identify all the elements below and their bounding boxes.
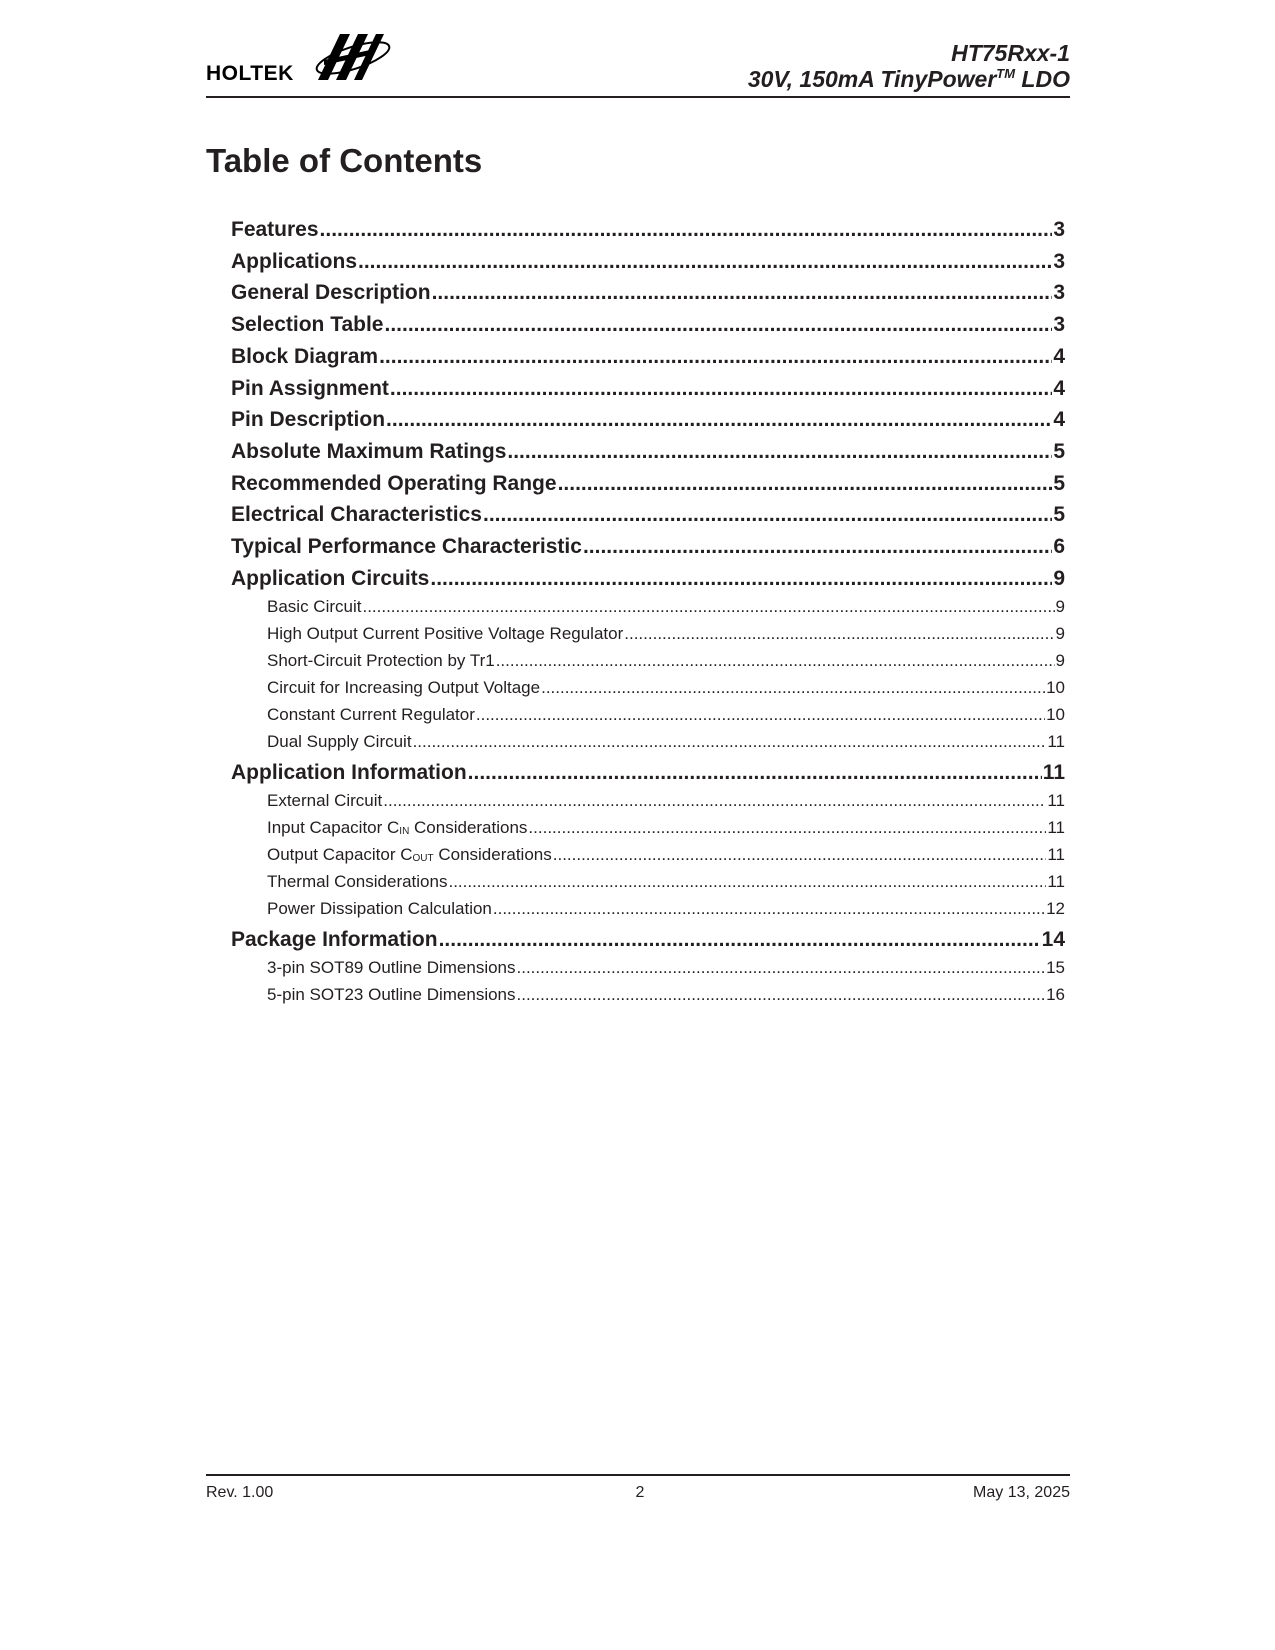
toc-heading: Table of Contents (206, 142, 483, 179)
dot-leader (439, 928, 1041, 952)
dot-leader (517, 958, 1046, 978)
dot-leader (320, 218, 1053, 242)
toc-entry-label: Absolute Maximum Ratings (231, 439, 507, 463)
toc-entry-label: Recommended Operating Range (231, 471, 557, 495)
toc-entry-page: 11 (1047, 844, 1065, 864)
dot-leader (386, 408, 1052, 432)
toc-entry-label: Input Capacitor $C_{IN}$ Considerations (267, 817, 528, 837)
toc-subsection-link[interactable] (267, 597, 1065, 621)
toc-section-link[interactable] (231, 313, 1065, 343)
toc-entry-page: 5 (1053, 471, 1065, 495)
toc-entry-label: High Output Current Positive Voltage Regulator (267, 623, 624, 643)
dot-leader (507, 440, 1052, 464)
page-header (206, 26, 1070, 98)
toc-entry-label: Output Capacitor $C_{OUT}$ Considerations (267, 844, 552, 864)
dot-leader (553, 845, 1047, 865)
toc-entry-label: Pin Description (231, 408, 386, 432)
toc-entry-page: 3 (1053, 281, 1065, 305)
toc-entry-label: Basic Circuit (267, 596, 362, 616)
footer-revision: Rev. 1.00 (206, 1484, 274, 1501)
toc-subsection-link[interactable] (267, 899, 1065, 923)
toc-entry-label: Package Information (231, 927, 438, 951)
dot-leader (432, 281, 1053, 305)
toc-entry-page: 5 (1053, 503, 1065, 527)
toc-section-link[interactable] (231, 472, 1065, 502)
toc-entry-page: 4 (1053, 344, 1065, 368)
document-subtitle: 30V, 150mA TinyPower™ LDO (747, 66, 1070, 92)
toc-entry-page: 3 (1053, 218, 1065, 241)
toc-subsection-link[interactable] (267, 845, 1065, 869)
toc-entry-label: Applications (231, 249, 358, 273)
toc-subsection-link[interactable] (267, 651, 1065, 675)
toc-section-link[interactable] (231, 503, 1065, 533)
toc-entry-label: 3-pin SOT89 Outline Dimensions (267, 957, 516, 977)
toc-entry-page: 14 (1041, 927, 1065, 951)
toc-entry-label: External Circuit (267, 790, 383, 810)
footer-page-number: 2 (635, 1484, 645, 1501)
toc-entry-label: Dual Supply Circuit (267, 731, 412, 751)
toc-subsection-link[interactable] (267, 678, 1065, 702)
toc-entry-page: 11 (1047, 871, 1065, 891)
holtek-logo-icon (310, 28, 396, 88)
toc-subsection-link[interactable] (267, 624, 1065, 648)
toc-entry-label: Short-Circuit Protection by Tr1 (267, 650, 495, 670)
dot-leader (383, 791, 1046, 811)
toc-section-link[interactable] (231, 928, 1065, 958)
toc-subsection-link[interactable] (267, 732, 1065, 756)
part-number: HT75Rxx-1 (951, 40, 1070, 66)
toc-entry-label: Typical Performance Characteristic (231, 535, 582, 558)
holtek-logo (206, 28, 396, 90)
toc-entry-label: Pin Assignment (231, 376, 389, 400)
toc-entry-page: 9 (1055, 623, 1065, 643)
toc-entry-page: 15 (1046, 957, 1065, 977)
toc-entry-page: 10 (1046, 677, 1065, 697)
toc-entry-label: 5-pin SOT23 Outline Dimensions (267, 984, 516, 1004)
toc-entry-label: Circuit for Increasing Output Voltage (267, 677, 541, 697)
toc-section-link[interactable] (231, 567, 1065, 597)
toc-entry-label: Block Diagram (231, 344, 379, 368)
toc-entry-label: Thermal Considerations (267, 871, 448, 891)
toc-entry-label: Selection Table (231, 313, 384, 337)
toc-entry-page: 11 (1047, 790, 1065, 810)
dot-leader (379, 345, 1052, 369)
toc-entry-page: 6 (1053, 535, 1065, 558)
toc-entry-page: 4 (1053, 376, 1065, 400)
toc-section-link[interactable] (231, 250, 1065, 280)
toc-entry-label: Features (231, 218, 319, 241)
dot-leader (468, 761, 1042, 785)
toc-entry-page: 9 (1055, 650, 1065, 670)
dot-leader (583, 535, 1052, 559)
toc-subsection-link[interactable] (267, 872, 1065, 896)
toc-subsection-link[interactable] (267, 985, 1065, 1009)
toc-entry-page: 3 (1053, 249, 1065, 273)
dot-leader (493, 899, 1045, 919)
dot-leader (385, 313, 1053, 337)
dot-leader (541, 678, 1045, 698)
toc-section-link[interactable] (231, 761, 1065, 791)
toc-entry-label: General Description (231, 281, 431, 305)
toc-entry-page: 9 (1055, 596, 1065, 616)
toc-entry-page: 5 (1053, 439, 1065, 463)
logo-text: HOLTEK (206, 62, 294, 85)
footer-date: May 13, 2025 (973, 1484, 1070, 1501)
toc-section-link[interactable] (231, 377, 1065, 407)
toc-section-link[interactable] (231, 281, 1065, 311)
footer-rule (206, 1474, 1070, 1476)
toc-subsection-link[interactable] (267, 791, 1065, 815)
toc-subsection-link[interactable] (267, 705, 1065, 729)
dot-leader (624, 624, 1054, 644)
toc-entry-page: 4 (1053, 408, 1065, 432)
toc-entry-page: 11 (1047, 731, 1065, 751)
toc-entry-label: Power Dissipation Calculation (267, 898, 492, 918)
toc-entry-label: Application Information (231, 760, 467, 784)
toc-entry-label: Electrical Characteristics (231, 503, 482, 527)
toc-section-link[interactable] (231, 408, 1065, 438)
toc-entry-page: 16 (1046, 984, 1065, 1004)
toc-subsection-link[interactable] (267, 818, 1065, 842)
toc-entry-page: 11 (1047, 817, 1065, 837)
dot-leader (448, 872, 1046, 892)
dot-leader (517, 985, 1046, 1005)
toc-entry-page: 12 (1046, 898, 1065, 918)
dot-leader (476, 705, 1045, 725)
dot-leader (483, 503, 1052, 527)
toc-entry-page: 11 (1042, 760, 1065, 784)
dot-leader (358, 250, 1052, 274)
toc-entry-label: Application Circuits (231, 566, 430, 590)
dot-leader (390, 377, 1052, 401)
dot-leader (430, 567, 1052, 591)
document-title (748, 40, 1070, 92)
toc-entry-page: 3 (1053, 313, 1065, 337)
toc-section-link[interactable] (231, 218, 1065, 248)
toc-section-link[interactable] (231, 440, 1065, 470)
dot-leader (413, 732, 1047, 752)
dot-leader (558, 472, 1053, 496)
toc-section-link[interactable] (231, 535, 1065, 565)
dot-leader (496, 651, 1055, 671)
toc-entry-page: 10 (1046, 704, 1065, 724)
toc-subsection-link[interactable] (267, 958, 1065, 982)
dot-leader (528, 818, 1046, 838)
toc-entry-page: 9 (1053, 566, 1065, 590)
toc-section-link[interactable] (231, 345, 1065, 375)
dot-leader (362, 597, 1054, 617)
toc-entry-label: Constant Current Regulator (267, 704, 475, 724)
